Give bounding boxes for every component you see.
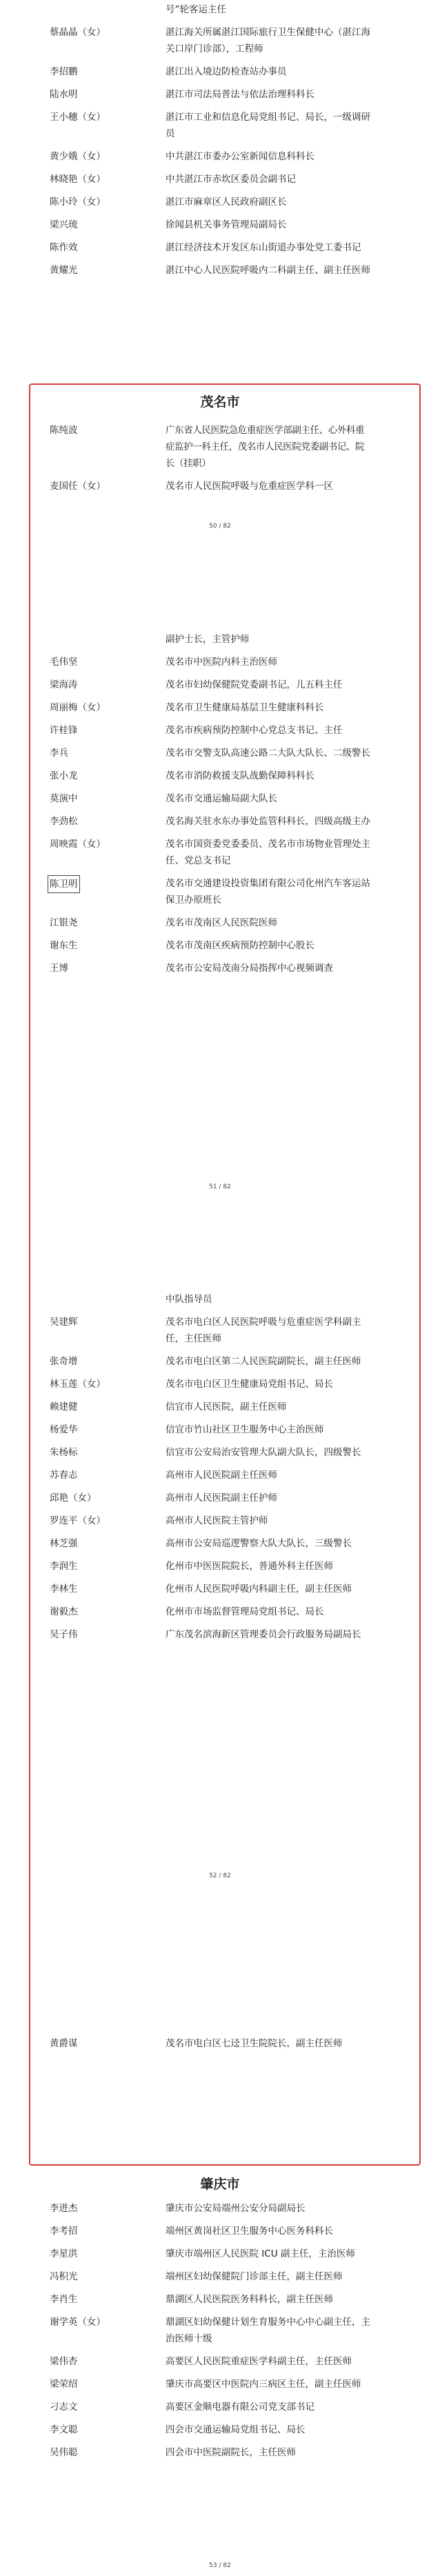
entry-title: 徐闻县机关事务管理局副局长 xyxy=(166,219,287,230)
entry-name: 陈纯波 xyxy=(50,425,78,436)
entry-name: 许桂锋 xyxy=(50,725,78,736)
entry-title: 高州市人民医院主管护师 xyxy=(166,1515,268,1526)
entry-name: 黄少娥（女） xyxy=(50,151,106,162)
entry-name: 李招鹏 xyxy=(50,66,78,77)
entry-title: 号”轮客运主任 xyxy=(166,4,226,15)
entry-title: 信宜市公安局治安管理大队副大队长，四级警长 xyxy=(166,1447,361,1458)
entry-name: 陈卫明 xyxy=(48,875,80,893)
entry-title: 鼎湖区妇幼保健计划生育服务中心中心副主任，主治医师十级 xyxy=(166,2317,370,2344)
entry-title: 湛江市司法局普法与依法治理科科长 xyxy=(166,89,314,100)
page-number: 51 / 82 xyxy=(209,1184,231,1190)
entry-title: 端州区黄岗社区卫生服务中心医务科科长 xyxy=(166,2226,333,2237)
entry-name: 莫演中 xyxy=(50,793,78,804)
entry-title: 高要区人民医院重症医学科副主任，主任医师 xyxy=(166,2356,352,2367)
entry-title: 端州区妇幼保健院门诊部主任，副主任医师 xyxy=(166,2271,343,2282)
entry-name: 朱杨标 xyxy=(50,1447,78,1458)
entry-title: 茂名市消防救援支队战勤保障科科长 xyxy=(166,770,314,781)
entry-name: 李文聪 xyxy=(50,2424,78,2435)
entry-title: 茂名市交警支队高速公路二大队大队长、二级警长 xyxy=(166,748,370,759)
entry-name: 李兵 xyxy=(50,748,68,759)
entry-title: 高州市人民医院副主任医师 xyxy=(166,1470,277,1481)
entry-title: 茂名市电白区七迳卫生院院长，副主任医师 xyxy=(166,2038,343,2049)
entry-name: 梁兴琉 xyxy=(50,219,78,230)
entry-name: 李考招 xyxy=(50,2226,78,2237)
entry-name: 陈作效 xyxy=(50,242,78,253)
entry-name: 李星洪 xyxy=(50,2248,78,2259)
entry-name: 蔡晶晶（女） xyxy=(50,27,106,38)
entry-name: 吴建辉 xyxy=(50,1317,78,1328)
entry-name: 吴伟聪 xyxy=(50,2447,78,2458)
entry-title: 肇庆市高要区中医院内三病区主任，副主任医师 xyxy=(166,2379,361,2390)
entry-title: 信宜市人民医院，副主任医师 xyxy=(166,1401,287,1412)
entry-title: 茂名市电白区人民医院呼吸与危重症医学科副主任，主任医师 xyxy=(166,1317,361,1344)
entry-name: 梁海涛 xyxy=(50,679,78,690)
entry-title: 茂名市疾病预防控制中心党总支书记、主任 xyxy=(166,725,343,736)
entry-name: 赖建健 xyxy=(50,1401,78,1412)
page-number: 53 / 82 xyxy=(209,2562,231,2569)
entry-title: 高州市公安局巡逻警察大队大队长，三级警长 xyxy=(166,1538,352,1549)
entry-title: 湛江中心人民医院呼吸内二科副主任、副主任医师 xyxy=(166,265,370,276)
entry-title: 中共湛江市委办公室新闻信息科科长 xyxy=(166,151,314,162)
entry-name: 李林生 xyxy=(50,1584,78,1595)
entry-name: 罗连平（女） xyxy=(50,1515,106,1526)
entry-name: 江银尧 xyxy=(50,917,78,928)
entry-name: 杨爱华 xyxy=(50,1424,78,1435)
entry-title: 湛江市麻章区人民政府副区长 xyxy=(166,197,287,208)
entry-name: 梁荣绍 xyxy=(50,2379,78,2390)
entry-title: 化州市人民医院呼吸内科副主任，副主任医师 xyxy=(166,1584,352,1595)
zhaoqing-section-title: 肇庆市 xyxy=(200,2177,240,2192)
entry-name: 李劲松 xyxy=(50,816,78,827)
entry-title: 湛江市工业和信息化局党组书记、局长，一级调研员 xyxy=(166,112,370,139)
entry-title: 茂名市茂南区人民医院医师 xyxy=(166,917,277,928)
entry-title: 高要区金顺电器有限公司党支部书记 xyxy=(166,2402,314,2413)
entry-title: 茂名市公安局茂南分局指挥中心视频调查 xyxy=(166,963,333,974)
entry-title: 茂名市卫生健康局基层卫生健康科科长 xyxy=(166,702,324,713)
entry-title: 高州市人民医院副主任护师 xyxy=(166,1492,277,1504)
entry-name: 毛伟坚 xyxy=(50,657,78,668)
entry-name: 周丽梅（女） xyxy=(50,702,106,713)
entry-title: 茂名海关驻水东办事处监管科科长，四级高级主办 xyxy=(166,816,370,827)
entry-name: 李肖生 xyxy=(50,2294,78,2305)
entry-title: 广东茂名滨海新区管理委员会行政服务局副局长 xyxy=(166,1629,361,1640)
entry-title: 茂名市人民医院呼吸与危重症医学科一区 xyxy=(166,481,333,492)
entry-name: 王小穗（女） xyxy=(50,112,106,123)
entry-name: 李进杰 xyxy=(50,2203,78,2214)
entry-title: 茂名市交通运输局副大队长 xyxy=(166,793,277,804)
entry-name: 林玉莲（女） xyxy=(50,1379,106,1390)
entry-title: 茂名市中医院内科主治医师 xyxy=(166,657,277,668)
entry-title: 中共湛江市赤坎区委员会副书记 xyxy=(166,174,296,185)
entry-name: 谢东生 xyxy=(50,940,78,951)
entry-name: 王博 xyxy=(50,963,68,974)
entry-title: 茂名市妇幼保健院党委副书记，儿五科主任 xyxy=(166,679,343,690)
entry-name: 林晓艳（女） xyxy=(50,174,106,185)
entry-title: 湛江海关所属湛江国际旅行卫生保健中心（湛江海关口岸门诊部），工程师 xyxy=(166,27,370,54)
entry-name: 苏春志 xyxy=(50,1470,78,1481)
entry-name: 麦国任（女） xyxy=(50,481,106,492)
entry-title: 湛江出入境边防检查站办事员 xyxy=(166,66,287,77)
entry-name: 谢毅杰 xyxy=(50,1606,78,1617)
maoming-highlight-frame xyxy=(29,383,421,2166)
entry-name: 陈小玲（女） xyxy=(50,197,106,208)
entry-name: 黄爵谋 xyxy=(50,2038,78,2049)
entry-title: 信宜市竹山社区卫生服务中心主治医师 xyxy=(166,1424,324,1435)
entry-title: 茂名市电白区第二人民医院副院长，副主任医师 xyxy=(166,1356,361,1367)
entry-title: 中队指导员 xyxy=(166,1294,212,1305)
entry-title: 鼎湖区人民医院医务科科长，副主任医师 xyxy=(166,2294,333,2305)
entry-title: 广东省人民医院急危重症医学部副主任、心外科重症监护一科主任，茂名市人民医院党委副书记、院长（挂职） xyxy=(166,425,365,469)
entry-name: 梁伟杏 xyxy=(50,2356,78,2367)
entry-title: 肇庆市端州区人民医院 ICU 副主任，主治医师 xyxy=(166,2248,355,2259)
entry-name: 林芝强 xyxy=(50,1538,78,1549)
entry-title: 茂名市电白区卫生健康局党组书记、局长 xyxy=(166,1379,333,1390)
entry-title: 化州市中医医院院长，普通外科主任医师 xyxy=(166,1561,333,1572)
entry-name: 黄耀光 xyxy=(50,265,78,276)
entry-title: 茂名市交通建设投资集团有限公司化州汽车客运站保卫办原班长 xyxy=(166,878,370,906)
entry-name: 陆水明 xyxy=(50,89,78,100)
entry-title: 副护士长，主管护师 xyxy=(166,634,250,645)
entry-name: 张奇增 xyxy=(50,1356,78,1367)
entry-name: 李润生 xyxy=(50,1561,78,1572)
entry-title: 四会市中医院副院长，主任医师 xyxy=(166,2447,296,2458)
entry-name: 刁志文 xyxy=(50,2402,78,2413)
page-number: 52 / 82 xyxy=(209,1873,231,1879)
entry-name: 谢学英（女） xyxy=(50,2317,106,2328)
entry-name: 冯积光 xyxy=(50,2271,78,2282)
entry-title: 湛江经济技术开发区东山街道办事处党工委书记 xyxy=(166,242,361,253)
page-number: 50 / 82 xyxy=(209,523,231,530)
entry-title: 茂名市国资委党委委员、茂名市市场物业管理处主任、党总支书记 xyxy=(166,839,370,866)
entry-title: 化州市市场监督管理局党组书记、局长 xyxy=(166,1606,324,1617)
entry-title: 茂名市茂南区疾病预防控制中心股长 xyxy=(166,940,314,951)
entry-name: 张小龙 xyxy=(50,770,78,781)
entry-name: 周映霞（女） xyxy=(50,839,106,850)
entry-name: 吴子伟 xyxy=(50,1629,78,1640)
maoming-section-title: 茂名市 xyxy=(200,395,240,410)
entry-name: 邱艳（女） xyxy=(50,1492,97,1504)
entry-title: 四会市交通运输局党组书记、局长 xyxy=(166,2424,306,2435)
entry-title: 肇庆市公安局端州公安分局副局长 xyxy=(166,2203,306,2214)
